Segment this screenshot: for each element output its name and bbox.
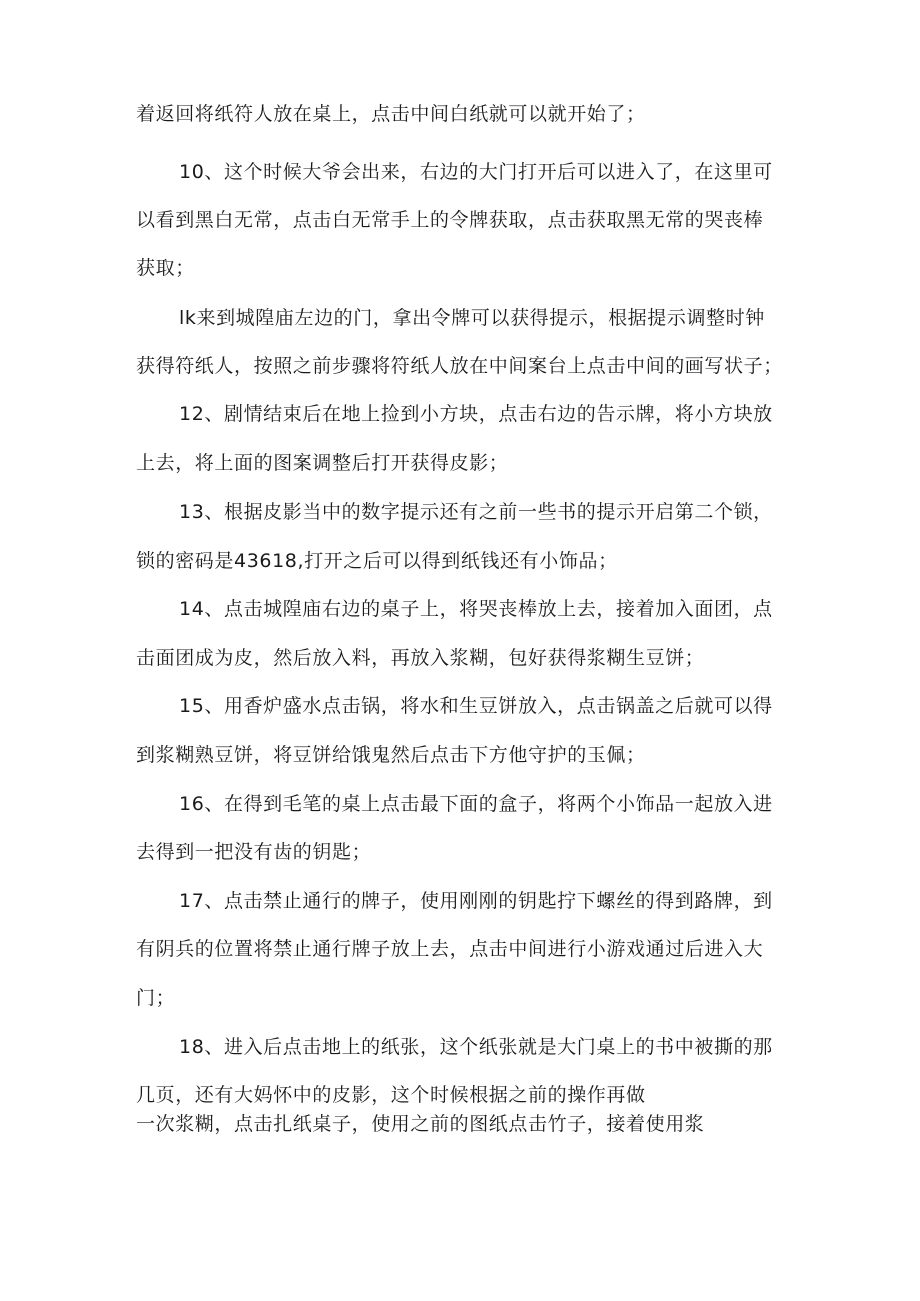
text-line: 着返回将纸符人放在桌上，点击中间白纸就可以就开始了； [136,103,646,125]
text-line: 12、剧情结束后在地上捡到小方块，点击右边的告示牌，将小方块放 [179,403,773,425]
text-line: 几页，还有大妈怀中的皮影，这个时候根据之前的操作再做 [136,1084,646,1106]
text-line: 上去，将上面的图案调整后打开获得皮影； [136,452,509,474]
text-line: lk来到城隍庙左边的门，拿出令牌可以获得提示，根据提示调整时钟 [179,307,765,329]
text-line: 去得到一把没有齿的钥匙； [136,841,372,863]
text-line: 锁的密码是43618,打开之后可以得到纸钱还有小饰品； [136,550,618,572]
text-line: 有阴兵的位置将禁止通行牌子放上去，点击中间进行小游戏通过后进入大 [136,938,764,960]
text-line: 获取； [136,257,195,279]
text-line: 一次浆糊，点击扎纸桌子，使用之前的图纸点击竹子，接着使用浆 [136,1113,705,1135]
text-line: 10、这个时候大爷会出来，右边的大门打开后可以进入了，在这里可 [179,161,773,183]
text-line: 击面团成为皮，然后放入料，再放入浆糊，包好获得浆糊生豆饼； [136,647,705,669]
text-line: 14、点击城隍庙右边的桌子上，将哭丧棒放上去，接着加入面团，点 [179,598,773,620]
text-line: 以看到黑白无常，点击白无常手上的令牌获取，点击获取黑无常的哭丧棒 [136,209,764,231]
text-line: 13、根据皮影当中的数字提示还有之前一些书的提示开启第二个锁， [179,501,773,523]
text-line: 15、用香炉盛水点击锅，将水和生豆饼放入，点击锅盖之后就可以得 [179,695,773,717]
text-line: 获得符纸人，按照之前步骤将符纸人放在中间案台上点击中间的画写状子； [136,355,783,377]
text-line: 18、进入后点击地上的纸张，这个纸张就是大门桌上的书中被撕的那 [179,1036,773,1058]
text-line: 17、点击禁止通行的牌子，使用刚刚的钥匙拧下螺丝的得到路牌，到 [179,890,773,912]
text-line: 到浆糊熟豆饼，将豆饼给饿鬼然后点击下方他守护的玉佩； [136,744,646,766]
text-line: 门； [136,987,176,1009]
text-line: 16、在得到毛笔的桌上点击最下面的盒子，将两个小饰品一起放入进 [179,793,773,815]
